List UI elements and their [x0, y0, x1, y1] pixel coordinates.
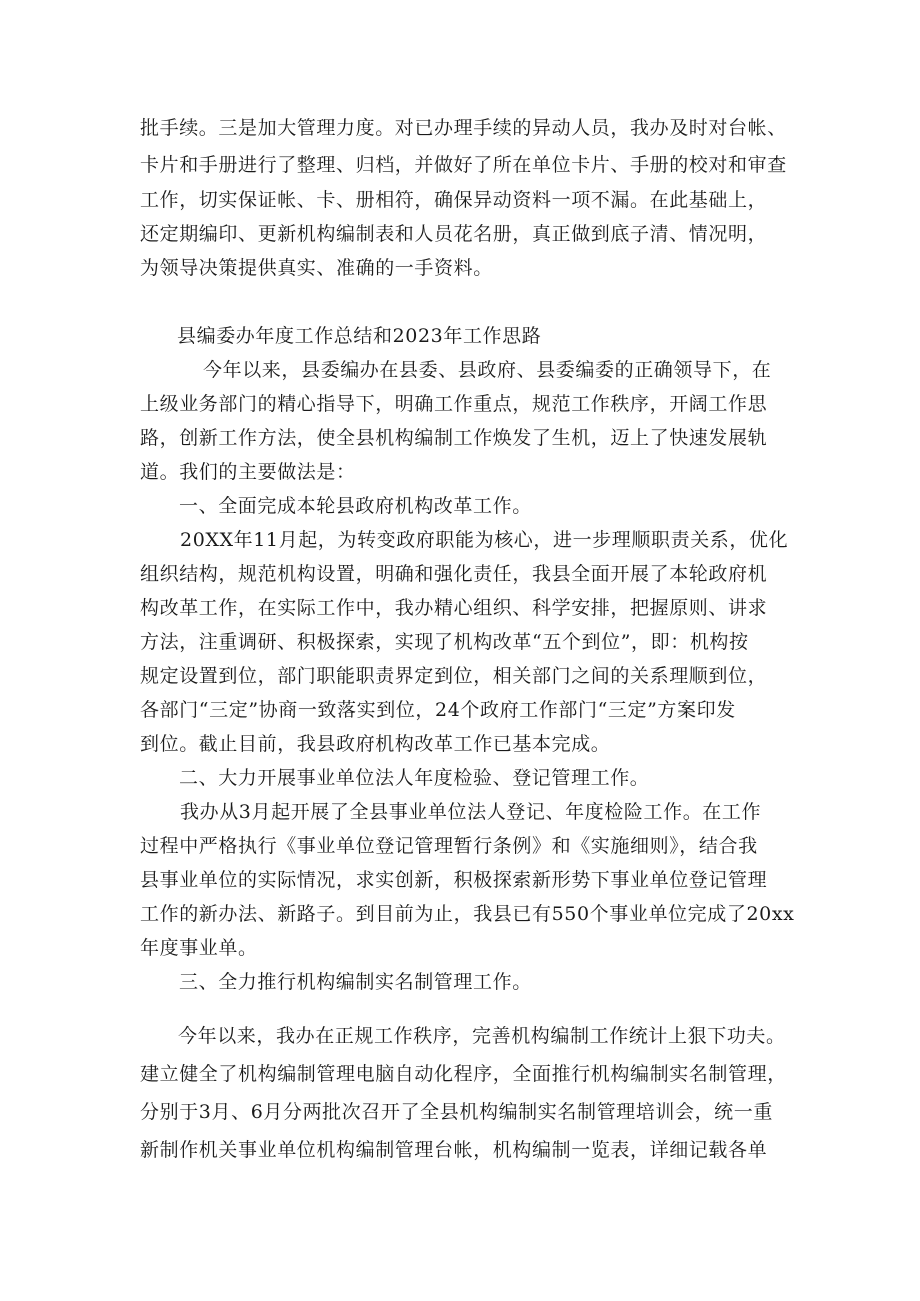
- text-line: 今年以来，我办在正规工作秩序，完善机构编制工作统计上狠下功夫。: [178, 1025, 786, 1047]
- text-line: 批手续。三是加大管理力度。对已办理手续的异动人员，我办及时对台帐、: [140, 117, 787, 139]
- text-line: 道。我们的主要做法是：: [140, 461, 356, 483]
- text-line: 过程中严格执行《事业单位登记管理暂行条例》和《实施细则》，结合我: [140, 835, 758, 857]
- text-line: 还定期编印、更新机构编制表和人员花名册，真正做到底子清、情况明，: [140, 223, 768, 245]
- text-line: 上级业务部门的精心指导下，明确工作重点，规范工作秩序，开阔工作思: [140, 393, 768, 415]
- text-line: 方法，注重调研、积极探索，实现了机构改革“五个到位”，即：机构按: [140, 631, 749, 653]
- text-line: 路，创新工作方法，使全县机构编制工作焕发了生机，迈上了快速发展轨: [140, 427, 768, 449]
- text-line: 县事业单位的实际情况，求实创新，积极探索新形势下事业单位登记管理: [140, 869, 768, 891]
- section-title: 县编委办年度工作总结和2023年工作思路: [177, 325, 542, 347]
- text-line: 分别于3月、6月分两批次召开了全县机构编制实名制管理培训会，统一重: [140, 1101, 773, 1123]
- text-line: 我办从3月起开展了全县事业单位法人登记、年度检险工作。在工作: [180, 801, 762, 823]
- text-line: 建立健全了机构编制管理电脑自动化程序，全面推行机构编制实名制管理，: [140, 1063, 787, 1085]
- subheading: 三、全力推行机构编制实名制管理工作。: [179, 971, 532, 993]
- text-line: 工作，切实保证帐、卡、册相符，确保异动资料一项不漏。在此基础上，: [140, 189, 768, 211]
- text-line: 组织结构，规范机构设置，明确和强化责任，我县全面开展了本轮政府机: [140, 563, 768, 585]
- text-line: 年度事业单。: [140, 937, 258, 959]
- text-line: 各部门“三定”协商一致落实到位，24个政府工作部门“三定”方案印发: [140, 699, 736, 721]
- text-line: 构改革工作，在实际工作中，我办精心组织、科学安排，把握原则、讲求: [140, 597, 768, 619]
- text-line: 规定设置到位，部门职能职责界定到位，相关部门之间的关系理顺到位，: [140, 665, 768, 687]
- subheading: 一、全面完成本轮县政府机构改革工作。: [179, 495, 532, 517]
- text-line: 20XX年11月起，为转变政府职能为核心，进一步理顺职责关系，优化: [180, 529, 789, 551]
- text-line: 工作的新办法、新路子。到目前为止，我县已有550个事业单位完成了20xx: [140, 903, 795, 925]
- text-line: 为领导决策提供真实、准确的一手资料。: [140, 257, 493, 279]
- text-line: 今年以来，县委编办在县委、县政府、县委编委的正确领导下，在: [203, 359, 772, 381]
- text-line: 到位。截止目前，我县政府机构改革工作已基本完成。: [140, 733, 611, 755]
- text-line: 新制作机关事业单位机构编制管理台帐，机构编制一览表，详细记载各单: [140, 1139, 768, 1161]
- text-line: 卡片和手册进行了整理、归档，并做好了所在单位卡片、手册的校对和审查: [140, 154, 787, 176]
- subheading: 二、大力开展事业单位法人年度检验、登记管理工作。: [179, 767, 650, 789]
